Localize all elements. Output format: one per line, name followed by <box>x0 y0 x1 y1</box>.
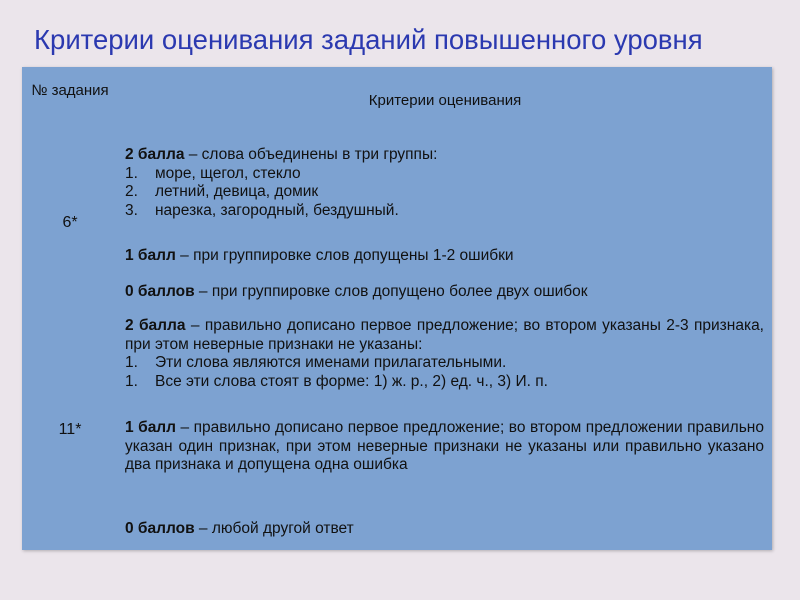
task-number-6: 6* <box>62 214 78 231</box>
criterion-text: – правильно дописано первое предложение; во втором указаны 2-3 признака, при этом неверные признаки не указаны: <box>125 317 764 353</box>
points-label: 0 баллов <box>125 520 195 537</box>
page-title: Критерии оценивания заданий повышенного уровня <box>34 24 703 55</box>
points-label: 0 баллов <box>125 283 195 300</box>
task-number-11: 11* <box>58 421 82 438</box>
points-label: 1 балл <box>125 419 177 436</box>
criteria-table <box>22 67 772 550</box>
list-item: 3. нарезка, загородный, бездушный. <box>125 201 399 219</box>
header-criteria: Критерии оценивания <box>368 92 522 109</box>
criterion-text: – слова объединены в три группы: <box>188 146 438 163</box>
criterion-11-0-points <box>125 520 764 539</box>
criterion-6-0-points <box>125 283 764 302</box>
points-label: 2 балла <box>125 317 186 334</box>
criterion-11-1-point <box>125 419 764 475</box>
list-item: 1. Все эти слова стоят в форме: 1) ж. р., 2) ед. ч., 3) И. п. <box>125 372 548 390</box>
criterion-text: – при группировке слов допущено более двух ошибок <box>198 283 588 300</box>
list-item: 2. летний, девица, домик <box>125 183 319 200</box>
criterion-6-1-point <box>125 247 764 266</box>
criterion-6-2-points <box>125 146 764 220</box>
points-label: 2 балла <box>125 146 185 163</box>
criterion-11-2-points <box>125 317 764 391</box>
criterion-text: – при группировке слов допущены 1-2 ошибки <box>180 247 514 264</box>
header-task-number: № задания <box>31 82 109 99</box>
list-item: 1. Эти слова являются именами прилагательными. <box>125 354 507 371</box>
points-label: 1 балл <box>125 247 176 264</box>
word-groups-list <box>125 165 764 221</box>
criterion-text: – правильно дописано первое предложение; во втором предложении правильно указан один признак, при этом неверные признаки не указаны или правильно указано два признака и допущена одна ошибка <box>125 419 764 473</box>
criterion-text: – любой другой ответ <box>198 520 354 537</box>
features-list <box>125 354 764 391</box>
list-item: 1. море, щегол, стекло <box>125 164 301 182</box>
